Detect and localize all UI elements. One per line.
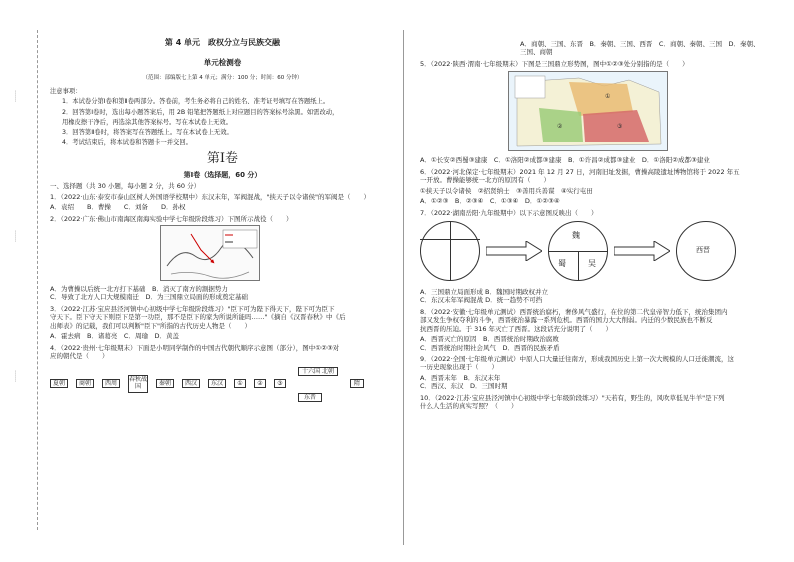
label-wu: 吴 [588,258,596,268]
question-7: 7．（2022·湖南岳阳·九年级期中）以下示意图反映出（ ） [420,208,598,217]
part-heading: 第Ⅰ卷 [206,151,239,167]
question-4-options: A．商朝、三国、东晋 B．秦朝、三国、西晋 C．商朝、秦朝、三国 D．秦朝、三国、商朝 [520,40,760,57]
section-title: 第Ⅰ卷（选择题，60 分） [183,171,262,180]
notes-heading: 注意事项： [50,88,82,96]
question-3-options: A．霍去病 B．诸葛亮 C．周瑜 D．黄盖 [50,332,179,341]
chain-node: 秦朝 [156,379,174,389]
svg-text:①: ① [605,93,611,101]
exam-scope: （范围：部编版七上第 4 单元；满分：100 分；时间：60 分钟） [142,75,303,82]
chain-node: 十六国 北朝 [298,367,338,377]
question-2: 2．（2022·广东·佛山市南海区南海实验中学七年级阶段练习）下图所示战役（ ） [50,214,293,223]
chain-node: ② [254,379,266,389]
note-item: 1．本试卷分第Ⅰ卷和第Ⅱ卷两部分。答卷前，考生务必将自己的姓名、准考证号填写在答题纸上。 [62,98,330,106]
label-wei: 魏 [572,230,580,240]
chain-node: 西周 [102,379,120,389]
dynasty-chain-figure [50,365,395,409]
chain-node: 隋 [350,379,364,389]
left-column [50,38,395,413]
three-kingdoms-map [508,71,668,151]
question-9-options: A．西晋末年 B．东汉末年 C．西汉、东汉 D．三国时期 [420,373,508,391]
question-5-options: A．①长安②西蜀③建康 C．①洛阳②成都③建康 B．①许昌②成都③建业 D．①洛阳②成都③建业 [420,156,710,165]
question-3: 3．（2022·江苏·宝应县泾河镇中心初级中学七年级阶段练习）"臣下可为陛下得天下，陛下可为臣下 守天下。臣下守天下则臣下是第一功臣，那不是臣下的家为所说所能吗……"《摘自《汉晋春秋》中《后 出师表》的记载，我们可以判断"臣下"所指的古代历史人物是（ ） [50,304,346,330]
question-4: 4．（2022·贵州·七年级期末）下面是小明同学制作的中国古代朝代顺序示意图（部分），图中①②③对 应的朝代是（ ） [50,343,340,361]
question-6: 6．（2022·河北保定·七年级期末）2021 年 12 月 27 日，河南旧址发掘，曹操高陵遗址博物馆将于 2022 年五 一开放。曹操能够统一北方的原因有（ ） [420,167,740,185]
question-1: 1．（2022·山东·泰安市泰山区树人外国语学校期中）东汉末年，军阀混战，"挟天子以令诸侯"的军阀是（ ） [50,192,371,201]
arrow-icon [614,241,670,261]
question-1-options: A．袁绍 B．曹操 C．刘备 D．孙权 [50,203,186,212]
right-column [420,40,765,413]
binding-margin: …… …… …… [10,30,38,530]
question-10: 10．（2022·江苏·宝应县泾河镇中心初级中学七年级阶段练习）"天若有，野生的，风吹草低见牛羊"是下列 什么人生活的真实写照？（ ） [420,393,725,411]
question-7-options: A．三国鼎立局面形成 B．魏国时期政权并立 C．东汉末年军阀混战 D．统一趋势不可挡 [420,287,548,305]
chain-node: 商朝 [76,379,94,389]
question-6-options: A．①②③ B．②③④ C．①③④ D．①②③④ [420,197,560,206]
question-5: 5．（2022·陕西·渭南·七年级期末）下图是三国鼎立形势图，图中①②③处分别指的是（ ） [420,59,689,68]
chain-node: ③ [274,379,286,389]
column-divider [403,30,404,545]
section-instruction: 一、选择题（共 30 小题，每小题 2 分，共 60 分） [50,182,201,191]
note-item: 用橡皮擦干净后，再选涂其他答案标号。写在本试卷上无效。 [62,118,233,126]
chain-node: 夏朝 [50,379,68,389]
question-8: 8．（2022·安徽·七年级单元测试）西晋统治腐朽，奢侈风气盛行，在位的第二代皇帝智力低下，统治集团内 部又发生争权夺利的斗争，西晋统治暴露一系列危机。西晋的国力大大削弱。内迁的少数民族也不断反 抗西晋的压迫。于 316 年灭亡了西晋。这段话充分说明了（ ） [420,307,728,333]
svg-text:②: ② [557,123,563,131]
unit-title: 第 4 单元 政权分立与民族交融 [164,38,281,47]
note-item: 4．考试结束后，将本试卷和答题卡一并交回。 [62,139,192,147]
label-western-jin: 西晋 [696,245,710,254]
chain-node: 西汉 [182,379,200,389]
note-item: 2．回答第Ⅰ卷时，选出每小题答案后，用 2B 铅笔把答题纸上对应题目的答案标号涂黑。如需改动， [62,108,339,116]
svg-text:③: ③ [617,123,623,131]
chain-node: 春秋战国 [128,375,148,393]
question-9: 9．（2022·全国·七年级单元测试）中原人口大量迁往南方，形成我国历史上第一次大规模的人口迁徙潮流，这 一历史现象出现于（ ） [420,355,735,372]
battle-map-figure [160,225,260,281]
question-8-options: A．西晋灭亡的原因 B．西晋统治时期政治腐败 C．西晋统治时期社会风气 D．西晋的民族矛盾 [420,335,560,352]
unit-subtitle: 单元检测卷 [203,58,242,68]
chain-node: 东晋 [298,393,322,403]
unification-diagram [420,219,765,283]
note-item: 3．回答第Ⅱ卷时，将答案写在答题纸上。写在本试卷上无效。 [62,128,233,136]
arrow-icon [486,241,542,261]
question-2-options: A．为曹操以后统一北方打下基础 B．消灭了南方的割据势力 C．导致了北方人口大规模南迁 D．为三国鼎立局面的形成奠定基础 [50,285,249,302]
chain-node: 东汉 [208,379,226,389]
question-6-items: ①挟天子以令诸侯 ②招贤纳士 ③善用兵善谋 ④实行屯田 [420,186,593,195]
label-shu: 蜀 [558,258,566,268]
chain-node: ① [234,379,246,389]
